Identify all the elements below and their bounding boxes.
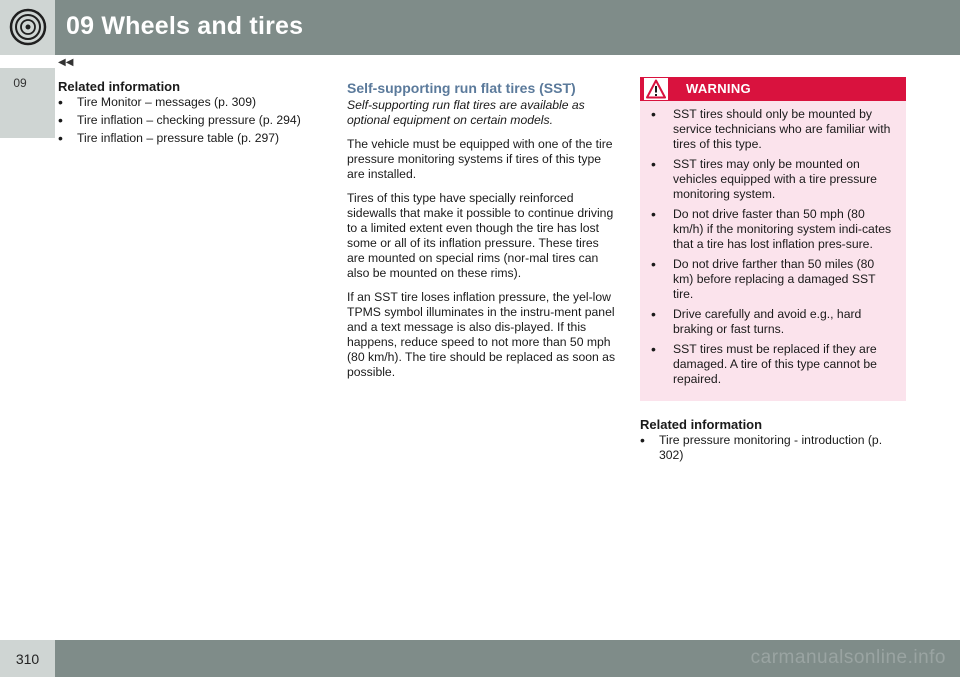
related-link[interactable]: • Tire Monitor – messages (p. 309) [58, 95, 328, 110]
continued-marker: ◀◀ [58, 57, 74, 68]
warning-item: • SST tires must be replaced if they are damaged. A tire of this type cannot be repaired. [651, 342, 894, 387]
warning-item: • SST tires may only be mounted on vehicles equipped with a tire pressure monitoring system. [651, 157, 894, 202]
warning-item: • Do not drive farther than 50 miles (80 km) before replacing a damaged SST tire. [651, 257, 894, 302]
section-title: Self-supporting run flat tires (SST) [347, 80, 576, 96]
warning-icon-box [644, 78, 668, 100]
related-list [640, 433, 906, 463]
body-paragraph: Tires of this type have specially reinforced sidewalls that make it possible to continue driving to a limited extent even though the tire has lost some or all of its inflation pressure. These tires are mounted on special rims (nor-mal tires can also be mounted on these rims). [347, 191, 614, 280]
right-column [640, 77, 906, 466]
related-link[interactable]: • Tire pressure monitoring - introduction (p. 302) [640, 433, 906, 463]
warning-item: • Drive carefully and avoid e.g., hard braking or fast turns. [651, 307, 894, 337]
related-heading: Related information [58, 79, 181, 94]
body-paragraph: The vehicle must be equipped with one of the tire pressure monitoring systems if tires of this type are installed. [347, 137, 613, 181]
wheel-icon [9, 8, 47, 46]
section-lead: Self-supporting run flat tires are available as optional equipment on certain models. [347, 98, 585, 127]
related-list [58, 95, 328, 146]
related-link[interactable]: • Tire inflation – checking pressure (p. 294) [58, 113, 328, 128]
left-column [58, 79, 328, 149]
related-heading: Related information [640, 417, 763, 432]
chapter-title: 09 Wheels and tires [66, 12, 304, 40]
page-number: 310 [15, 651, 40, 667]
page-number-box [0, 640, 55, 677]
warning-item: • Do not drive faster than 50 mph (80 km/h) if the monitoring system indi-cates that a tire has lost inflation pres-sure. [651, 207, 894, 252]
related-link[interactable]: • Tire inflation – pressure table (p. 297) [58, 131, 328, 146]
warning-triangle-icon [646, 79, 666, 99]
warning-header [640, 77, 906, 101]
watermark: carmanualsonline.info [750, 647, 946, 668]
warning-list [651, 107, 894, 387]
chapter-icon-box [0, 0, 55, 55]
body-paragraph: If an SST tire loses inflation pressure, the yel-low TPMS symbol illuminates in the instru-ment panel and a text message is also dis-played. If this happens, reduce speed to not more than 50 mph (80 km/h). The tire should be replaced as soon as possible. [347, 290, 616, 379]
middle-column [347, 79, 617, 389]
warning-box [640, 77, 906, 401]
warning-body [640, 101, 906, 401]
side-tab-label: 09 [13, 76, 27, 90]
chapter-side-tab [0, 68, 55, 138]
warning-item: • SST tires should only be mounted by service technicians who are familiar with tires of this type. [651, 107, 894, 152]
warning-title: WARNING [686, 81, 751, 96]
